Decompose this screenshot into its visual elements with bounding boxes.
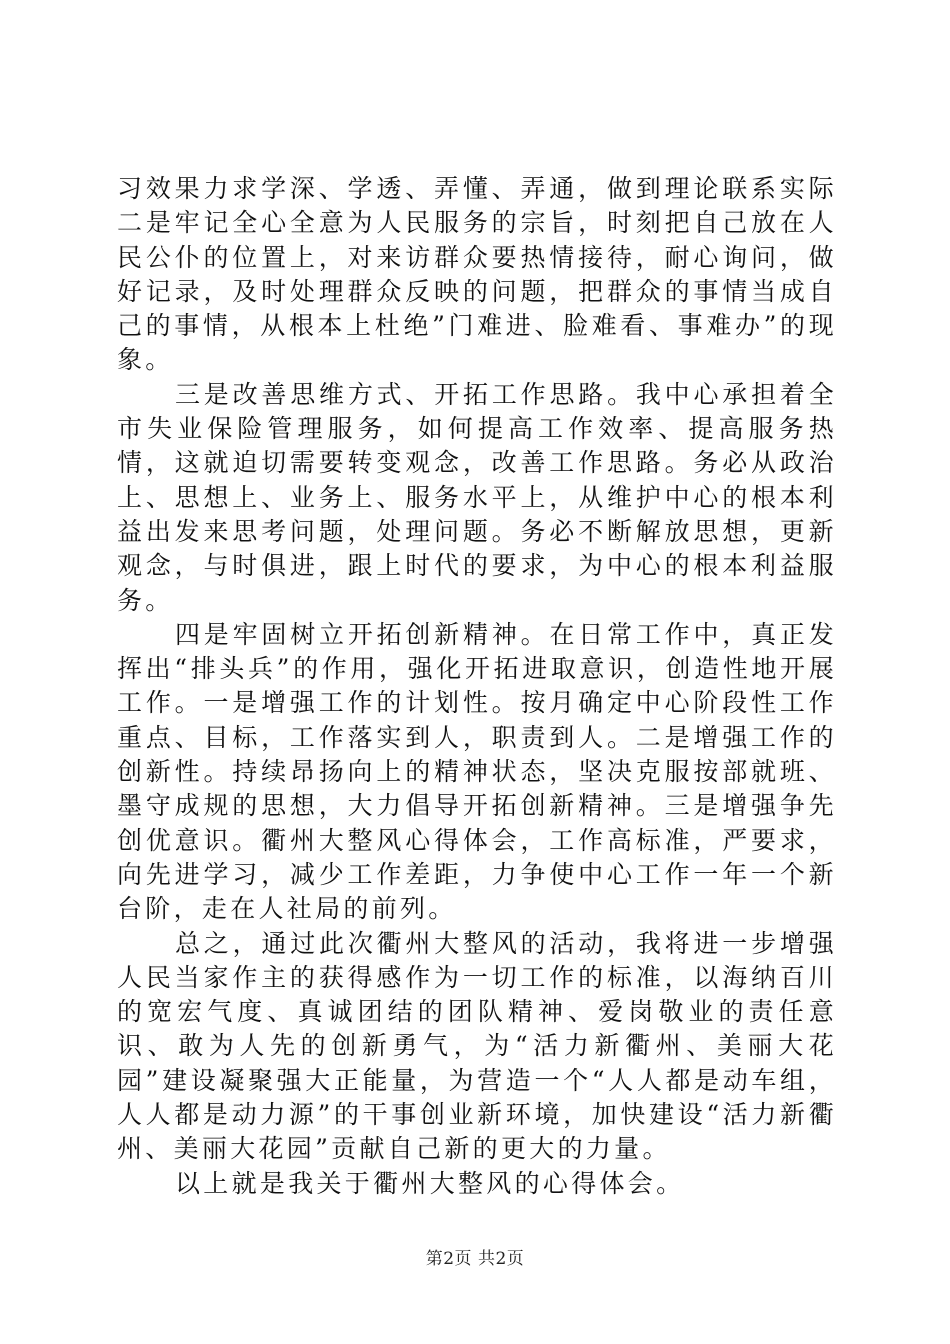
document-body: [117, 172, 837, 1201]
paragraph-point-four: 四是牢固树立开拓创新精神。在日常工作中，真正发挥出“排头兵”的作用，强化开拓进取意识，创造性地开展工作。一是增强工作的计划性。按月确定中心阶段性工作重点、目标，工作落实到人，职责到人。二是增强工作的创新性。持续昂扬向上的精神状态，坚决克服按部就班、墨守成规的思想，大力倡导开拓创新精神。三是增强争先创优意识。衢州大整风心得体会，工作高标准，严要求，向先进学习，减少工作差距，力争使中心工作一年一个新台阶，走在人社局的前列。: [117, 619, 837, 924]
paragraph-closing: 以上就是我关于衢州大整风的心得体会。: [175, 1168, 685, 1198]
paragraph-point-three: 三是改善思维方式、开拓工作思路。我中心承担着全市失业保险管理服务，如何提高工作效率、提高服务热情，这就迫切需要转变观念，改善工作思路。务必从政治上、思想上、业务上、服务水平上，从维护中心的根本利益出发来思考问题，处理问题。务必不断解放思想，更新观念，与时俱进，跟上时代的要求，为中心的根本利益服务。: [117, 379, 837, 615]
paragraph-summary: 总之，通过此次衢州大整风的活动，我将进一步增强人民当家作主的获得感作为一切工作的标准，以海纳百川的宽宏气度、真诚团结的团队精神、爱岗敬业的责任意识、敢为人先的创新勇气，为“活力新衢州、美丽大花园”建设凝聚强大正能量，为营造一个“人人都是动车组，人人都是动力源”的干事创业新环境，加快建设“活力新衢州、美丽大花园”贡献自己新的更大的力量。: [117, 928, 837, 1164]
page-number-footer: 第2页 共2页: [425, 1249, 525, 1269]
paragraph-continuation: 习效果力求学深、学透、弄懂、弄通，做到理论联系实际二是牢记全心全意为人民服务的宗旨，时刻把自己放在人民公仆的位置上，对来访群众要热情接待，耐心询问，做好记录，及时处理群众反映的问题，把群众的事情当成自己的事情，从根本上杜绝”门难进、脸难看、事难办”的现象。: [117, 174, 837, 375]
